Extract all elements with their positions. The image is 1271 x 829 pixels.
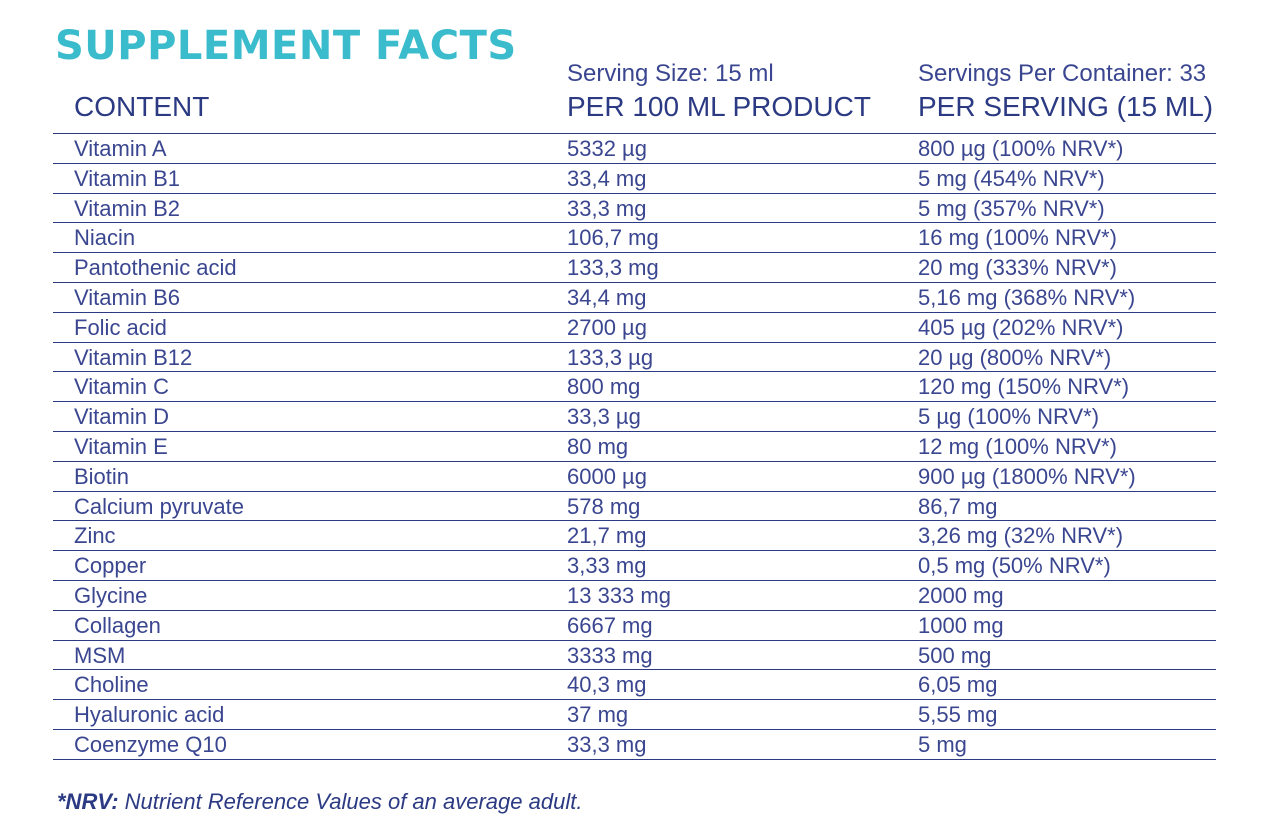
nutrient-name: Vitamin B2: [74, 195, 180, 221]
per-100ml-value: 21,7 mg: [567, 523, 647, 549]
per-serving-value: 1000 mg: [918, 612, 1004, 638]
table-row: [53, 164, 1216, 194]
per-100ml-value: 80 mg: [567, 433, 629, 459]
per-100ml-value: 6000 µg: [567, 463, 647, 489]
per-serving-value: 405 µg (202% NRV*): [918, 314, 1124, 340]
nutrient-name: Copper: [74, 553, 147, 579]
table-row: [53, 372, 1216, 402]
nutrient-name: Vitamin B1: [74, 165, 180, 191]
per-100ml-value: 3333 mg: [567, 642, 653, 668]
per-serving-value: 12 mg (100% NRV*): [918, 433, 1117, 459]
nutrient-name: Pantothenic acid: [74, 255, 237, 281]
nutrient-name: Vitamin D: [74, 404, 169, 430]
nutrient-name: MSM: [74, 642, 126, 668]
per-100ml-value: 6667 mg: [567, 612, 653, 638]
nutrient-name: Hyaluronic acid: [74, 702, 225, 728]
column-header-per-100ml: PER 100 ML PRODUCT: [567, 91, 871, 122]
nutrient-name: Glycine: [74, 582, 148, 608]
nutrient-name: Zinc: [74, 523, 116, 549]
table-row: [53, 253, 1216, 283]
per-100ml-value: 3,33 mg: [567, 553, 647, 579]
nutrient-name: Calcium pyruvate: [74, 493, 244, 519]
per-serving-value: 500 mg: [918, 642, 992, 668]
table-row: [53, 670, 1216, 700]
per-100ml-value: 33,3 mg: [567, 731, 647, 757]
per-serving-value: 5 mg: [918, 731, 967, 757]
footnote-text: Nutrient Reference Values of an average adult.: [118, 789, 583, 814]
per-100ml-value: 106,7 mg: [567, 225, 659, 251]
per-serving-value: 5 mg (357% NRV*): [918, 195, 1105, 221]
per-serving-value: 900 µg (1800% NRV*): [918, 463, 1136, 489]
nutrient-name: Vitamin B12: [74, 344, 193, 370]
table-row: [53, 402, 1216, 432]
per-serving-value: 16 mg (100% NRV*): [918, 225, 1117, 251]
per-serving-value: 120 mg (150% NRV*): [918, 374, 1130, 400]
nutrient-name: Collagen: [74, 612, 161, 638]
nutrient-name: Biotin: [74, 463, 130, 489]
per-100ml-value: 578 mg: [567, 493, 641, 519]
per-serving-value: 5,55 mg: [918, 702, 998, 728]
per-100ml-value: 5332 µg: [567, 136, 647, 161]
nutrient-name: Coenzyme Q10: [74, 731, 227, 757]
table-row: [53, 551, 1216, 581]
per-100ml-value: 37 mg: [567, 702, 629, 728]
per-100ml-value: 33,3 mg: [567, 195, 647, 221]
per-100ml-value: 34,4 mg: [567, 284, 647, 310]
table-row: [53, 283, 1216, 313]
table-row: [53, 343, 1216, 373]
nutrient-name: Vitamin C: [74, 374, 169, 400]
footnote-label: *NRV:: [57, 789, 119, 814]
per-100ml-value: 133,3 mg: [567, 255, 659, 281]
per-serving-value: 5 µg (100% NRV*): [918, 404, 1100, 430]
per-100ml-value: 133,3 µg: [567, 344, 654, 370]
column-header-per-serving: PER SERVING (15 ML): [918, 91, 1214, 122]
table-row: [53, 223, 1216, 253]
table-row: [53, 492, 1216, 522]
per-serving-value: 6,05 mg: [918, 672, 998, 698]
table-row: [53, 641, 1216, 671]
nutrient-name: Vitamin A: [74, 136, 167, 161]
per-100ml-value: 800 mg: [567, 374, 641, 400]
nutrient-name: Niacin: [74, 225, 136, 251]
per-serving-value: 20 µg (800% NRV*): [918, 344, 1112, 370]
per-100ml-value: 33,4 mg: [567, 165, 647, 191]
per-serving-value: 86,7 mg: [918, 493, 998, 519]
table-row: [53, 194, 1216, 224]
per-serving-value: 20 mg (333% NRV*): [918, 255, 1117, 281]
per-100ml-value: 40,3 mg: [567, 672, 647, 698]
supplement-facts-table: [53, 133, 1216, 760]
per-100ml-value: 2700 µg: [567, 314, 647, 340]
servings-per-container: Servings Per Container: 33: [918, 60, 1207, 87]
per-100ml-value: 13 333 mg: [567, 582, 671, 608]
per-serving-value: 3,26 mg (32% NRV*): [918, 523, 1124, 549]
nutrient-name: Choline: [74, 672, 149, 698]
serving-size: Serving Size: 15 ml: [567, 60, 774, 87]
per-serving-value: 5,16 mg (368% NRV*): [918, 284, 1136, 310]
per-serving-value: 2000 mg: [918, 582, 1004, 608]
per-serving-value: 0,5 mg (50% NRV*): [918, 553, 1111, 579]
per-100ml-value: 33,3 µg: [567, 404, 641, 430]
footnote: [57, 789, 582, 815]
nutrient-name: Folic acid: [74, 314, 167, 340]
column-header-content: CONTENT: [74, 91, 210, 122]
table-row: [53, 432, 1216, 462]
table-row: [53, 611, 1216, 641]
table-row: [53, 462, 1216, 492]
per-serving-value: 5 mg (454% NRV*): [918, 165, 1105, 191]
table-row: [53, 730, 1216, 760]
nutrient-name: Vitamin E: [74, 433, 168, 459]
table-row: [53, 313, 1216, 343]
table-row: [53, 581, 1216, 611]
per-serving-value: 800 µg (100% NRV*): [918, 136, 1124, 161]
table-row: [53, 134, 1216, 164]
nutrient-name: Vitamin B6: [74, 284, 180, 310]
page-title: SUPPLEMENT FACTS: [55, 23, 517, 69]
table-row: [53, 700, 1216, 730]
table-row: [53, 521, 1216, 551]
